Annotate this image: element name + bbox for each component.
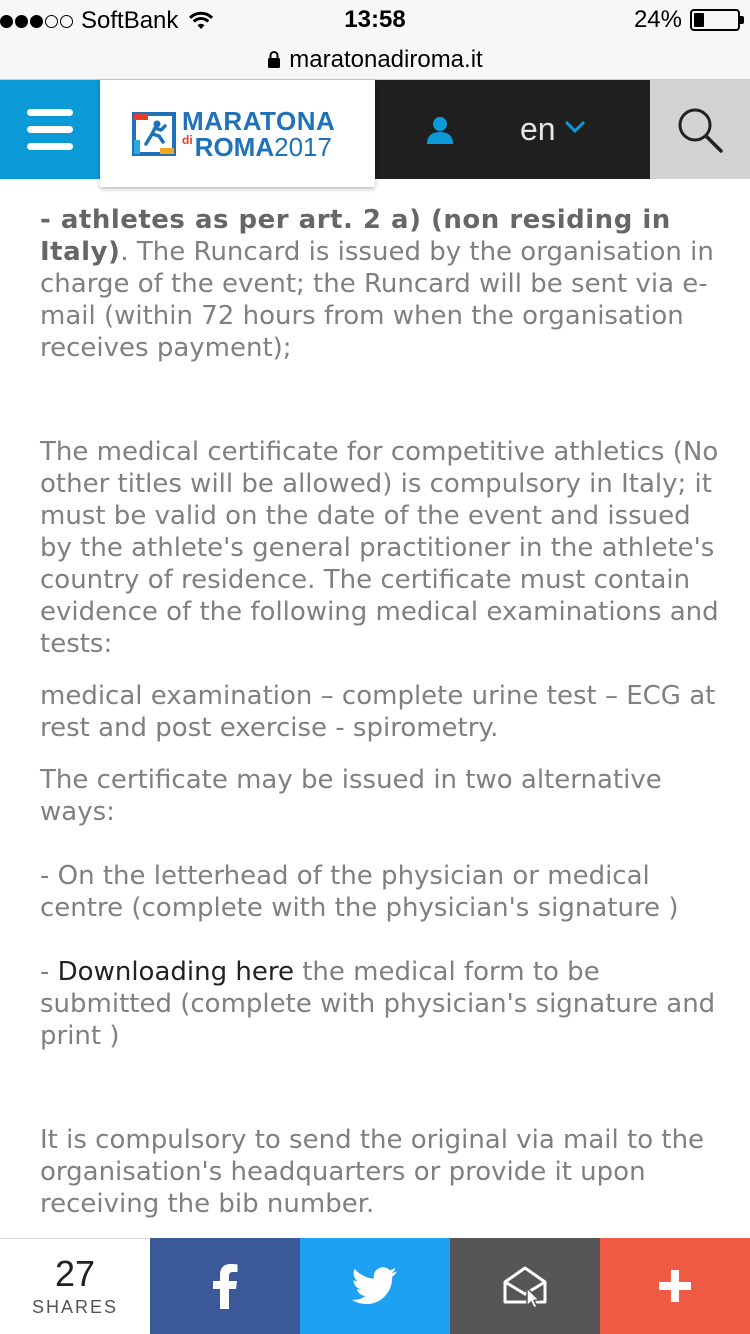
url-text: maratonadiroma.it bbox=[289, 45, 483, 73]
email-share-button[interactable] bbox=[450, 1238, 600, 1334]
article-body bbox=[40, 204, 720, 1220]
athletes-heading: - athletes as per art. 2 a) (non residing in Italy) bbox=[40, 205, 671, 267]
share-count-label: SHARES bbox=[31, 1297, 119, 1317]
share-bar bbox=[0, 1238, 750, 1334]
paragraph-download: - Downloading here the medical form to be submitted (complete with physician's signature and print ) bbox=[40, 957, 716, 1051]
chevron-down-icon bbox=[564, 120, 586, 134]
logo-di: di bbox=[182, 132, 193, 147]
status-bar bbox=[0, 0, 750, 40]
twitter-icon bbox=[352, 1267, 398, 1305]
paragraph-runcard bbox=[40, 204, 720, 364]
carrier-name: SoftBank bbox=[81, 7, 179, 34]
search-button[interactable] bbox=[650, 80, 750, 179]
lock-icon bbox=[267, 51, 281, 69]
more-share-button[interactable] bbox=[600, 1238, 750, 1334]
logo-city: ROMA bbox=[194, 131, 275, 162]
logo-year: 2017 bbox=[274, 131, 332, 162]
site-logo[interactable] bbox=[100, 80, 375, 187]
paragraph-medical-certificate: The medical certificate for competitive athletics (No other titles will be allowed) is compulsory in Italy; it must be valid on the date of the event and issued by the athlete's general practitioner in the athlete's country of residence. The certificate must contain evidence of the following medical examinations and tests: bbox=[40, 437, 719, 659]
facebook-share-button[interactable] bbox=[150, 1238, 300, 1334]
facebook-icon bbox=[210, 1263, 240, 1309]
runner-logo-icon bbox=[132, 112, 176, 156]
twitter-share-button[interactable] bbox=[300, 1238, 450, 1334]
download-medical-form-link[interactable]: Downloading here bbox=[57, 957, 294, 987]
battery-icon bbox=[690, 9, 740, 31]
hamburger-icon bbox=[27, 109, 73, 116]
search-icon bbox=[675, 105, 725, 155]
plus-icon bbox=[657, 1268, 693, 1304]
paragraph-send-original: It is compulsory to send the original via mail to the organisation's headquarters or provide it upon receiving the bib number. bbox=[40, 1125, 705, 1219]
battery-percent: 24% bbox=[633, 6, 682, 33]
runcard-text: . The Runcard is issued by the organisation in charge of the event; the Runcard will be sent via e-mail (within 72 hours from when the organisation receives payment); bbox=[40, 237, 714, 363]
hamburger-menu-button[interactable] bbox=[0, 80, 100, 179]
user-account-button[interactable] bbox=[400, 80, 480, 179]
language-selector[interactable] bbox=[520, 80, 640, 179]
clock: 13:58 bbox=[344, 6, 406, 33]
language-label: en bbox=[520, 111, 556, 147]
share-count bbox=[0, 1238, 150, 1334]
email-icon bbox=[501, 1264, 549, 1308]
paragraph-exams: medical examination – complete urine test – ECG at rest and post exercise - spirometry. bbox=[40, 681, 716, 743]
share-count-number: 27 bbox=[54, 1253, 96, 1294]
user-icon bbox=[425, 116, 455, 144]
battery-status bbox=[634, 6, 740, 34]
logo-title: MARATONA bbox=[182, 105, 336, 136]
paragraph-letterhead: - On the letterhead of the physician or medical centre (complete with the physician's signature ) bbox=[40, 861, 679, 923]
site-header bbox=[0, 80, 750, 179]
paragraph-issue-ways: The certificate may be issued in two alternative ways: bbox=[40, 765, 662, 827]
address-bar[interactable] bbox=[0, 40, 750, 80]
